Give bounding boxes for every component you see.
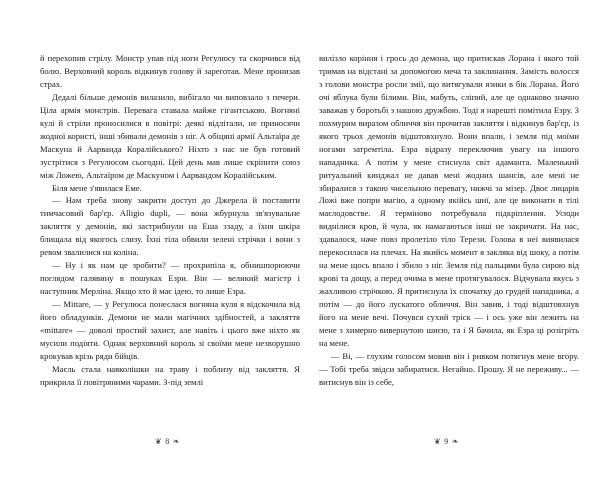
paragraph: Дедалі більше демонів вилазило, вибігало чи виповзало з печери. Ціла армія монстрів. Перевага ставала майже гігантською. Вогняні кулі й стріли проносилися в повітрі: деякі відлітали, не приносячи жодної користі, інші збивали демонів з ніг. А обіцяні армії Альтаїра де Маскуна й Аарванда Коралійського? Ніхто з нас не був готовий зустрітися з Регулюсом сьогодні. Цей день мав лише скріпити союз між Ложею, Альтаїром де Маскуном і Аарвандом Коралійським.	[40, 91, 300, 180]
right-page	[319, 52, 579, 389]
paragraph: вилізло коріння і грось до демона, що притискав Лорана і якого той тримав на відстані за допомогою меча та заклинання. Замість волосся з голови монстра росли змії, що витягували язики в бік Лорана. Його очі яблука були білими. Він, мабуть, сліпий, але це однаково значно заважав у боротьбі з нашою дружбою. Тоді я нарешті помітила Езру. З похмурим виразом обличчя він прочитав закляття і відкинув бар'єр, із якого трьох демонів відштовхнуло. Вони впали, і земля під моїми ногами затремтіла. Езра відразу переключив увагу на іншого нападника. А потім у мене стиснула світ адаманта. Маленький ритуальний кинджал не давав мені жодних шансів, але мені не збиралися з такою чисельною перевагу, нижчі за мізер. Двоє лицарів Ложі вже попри магію, а одному якійсь шиї, але це виконати в тілі маєлодовстве. Я терміново потребувала підкріплення. Усюди виднілися кров, й чула, як намагаються інші не закричати. На нас, здавалося, наче повз пролетіло тіло Терези. Голова в неї виявилася перекосилася на плечах. На якийсь момент я закляка від шоку, а потім на мене щось впало і збило з ніг. Земля під пальцями була сирою від крові та дощу, а перед очима в мене протягувалося. Відчувала якусь з жахливою стрічкою. Я притиснула їх спочатку до грудей нападника, а потім — до його лускатого обличчя. Він завив, і тоді відштовхнув його на мене вечі. Почувся сухий тріск — і ось уже він лежить на мене з химерно вивернутою шиєю, та і Я бачила, як Езра ці розігріть на мене.	[319, 53, 579, 348]
paragraph: Маєль стала навколішки на траву і поблизу від закляття. Я прикрила її повітряними чарами. З-під землі	[40, 363, 300, 387]
ornament-icon: ❦	[155, 437, 163, 446]
ornament-icon: ❧	[172, 437, 180, 446]
paragraph: й перехопив стрілу. Монстр упав під ноги Регулюсу та скорчився від болю. Верховний король відкинув голову й зареготав. Мене пронизав страх.	[40, 53, 300, 89]
page-number: 8	[165, 437, 170, 446]
paragraph: — Ну і як нам це зробити? — прохрипіла я, обнишпорюючи поглядом галявину в пошуках Езри. Він — великий магістр і наступник Мерліна. Якщо хто й має ідею, то лише Езра.	[40, 260, 300, 297]
page-number: 9	[444, 437, 449, 446]
page-number-right	[434, 437, 459, 446]
paragraph: Біля мене з'явилася Еме.	[52, 182, 142, 193]
left-page	[40, 52, 300, 389]
paragraph: — Ві, — глухим голосом мовив він і ривком потягнув мене вгору. — Тобі треба звідси забиратися. Негайно. Прошу. Я не переживу... — витиснув він із себе,	[319, 350, 579, 387]
page-number-left	[155, 437, 180, 446]
paragraph: — Нам треба знову закрити доступ до Джерела й поставити тимчасовий бар'єр. Alligio dupli, — вона жбурнула зв'язувальне закляття у демонів, які застрибнули на Еша ззаду, а їхня шкіра блищала від якогось слизу. Їхні тіла обвили зелені стрічки і вони з ревом звалилися на коліна.	[40, 195, 300, 258]
paragraph: — Mittare, — у Регулюса понеслася вогняна куля я відскочила від його обладунків. Демони не мали магічних здібностей, а закляття «mittare» — доволі простий захист, але навіть і цього вже ніхто як мусили подіяти. Однак верховний король зі своїми мене незворушно крокував крізь ряди бійців.	[40, 299, 300, 361]
ornament-icon: ❦	[434, 437, 442, 446]
ornament-icon: ❧	[451, 437, 459, 446]
